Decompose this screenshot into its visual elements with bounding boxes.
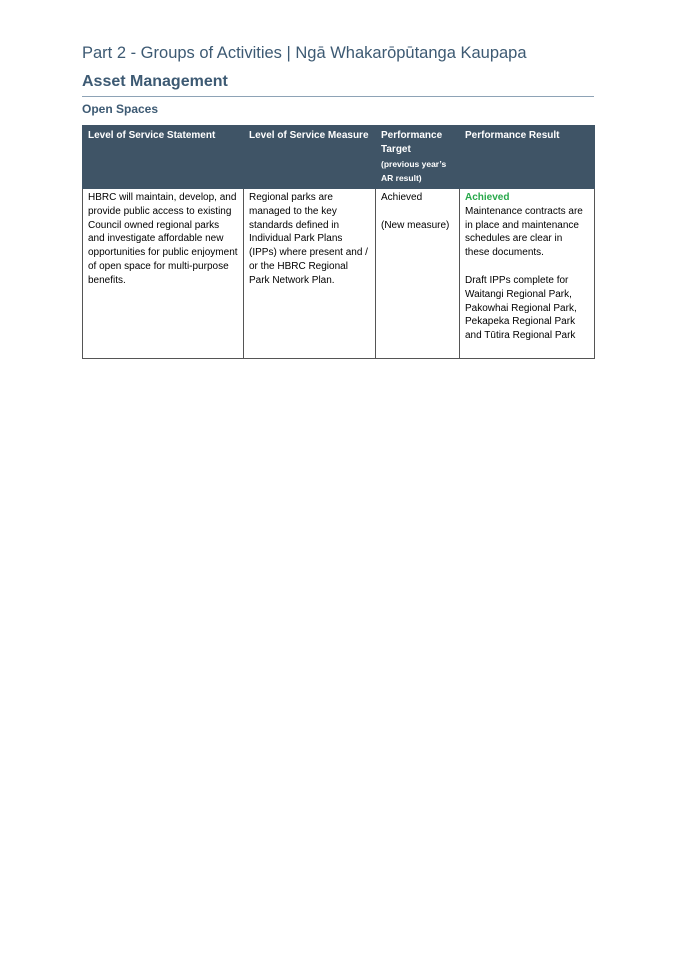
header-target [376, 126, 460, 189]
performance-table [82, 125, 595, 359]
cell-result [460, 189, 595, 359]
header-measure: Level of Service Measure [244, 126, 376, 189]
header-target-sub: (previous year’s AR result) [381, 159, 447, 183]
cell-target [376, 189, 460, 359]
section-title: Asset Management [82, 73, 228, 90]
table-header-row [83, 126, 595, 189]
header-result: Performance Result [460, 126, 595, 189]
result-status: Achieved [465, 192, 510, 203]
heading-divider [82, 96, 594, 97]
target-note: (New measure) [381, 219, 450, 231]
part-title: Part 2 - Groups of Activities | Ngā Whakarōpūtanga Kaupapa [82, 44, 527, 62]
result-paragraph-2: Draft IPPs complete for Waitangi Regional Park, Pakowhai Regional Park, Pekapeka Regional Park and Tūtira Regional Park [465, 274, 577, 342]
cell-statement: HBRC will maintain, develop, and provide public access to existing Council owned regional parks and investigate affordable new opportunities for public enjoyment of open space for multi-purpose benefits. [83, 189, 244, 359]
header-statement: Level of Service Statement [83, 126, 244, 189]
subsection-title: Open Spaces [82, 102, 159, 116]
table-row [83, 189, 595, 359]
cell-measure: Regional parks are managed to the key standards defined in Individual Park Plans (IPPs) where present and / or the HBRC Regional Park Network Plan. [244, 189, 376, 359]
result-paragraph-1: Maintenance contracts are in place and maintenance schedules are clear in these documents. [465, 205, 583, 259]
header-target-label: Performance Target [381, 130, 443, 155]
target-value: Achieved [381, 192, 423, 203]
